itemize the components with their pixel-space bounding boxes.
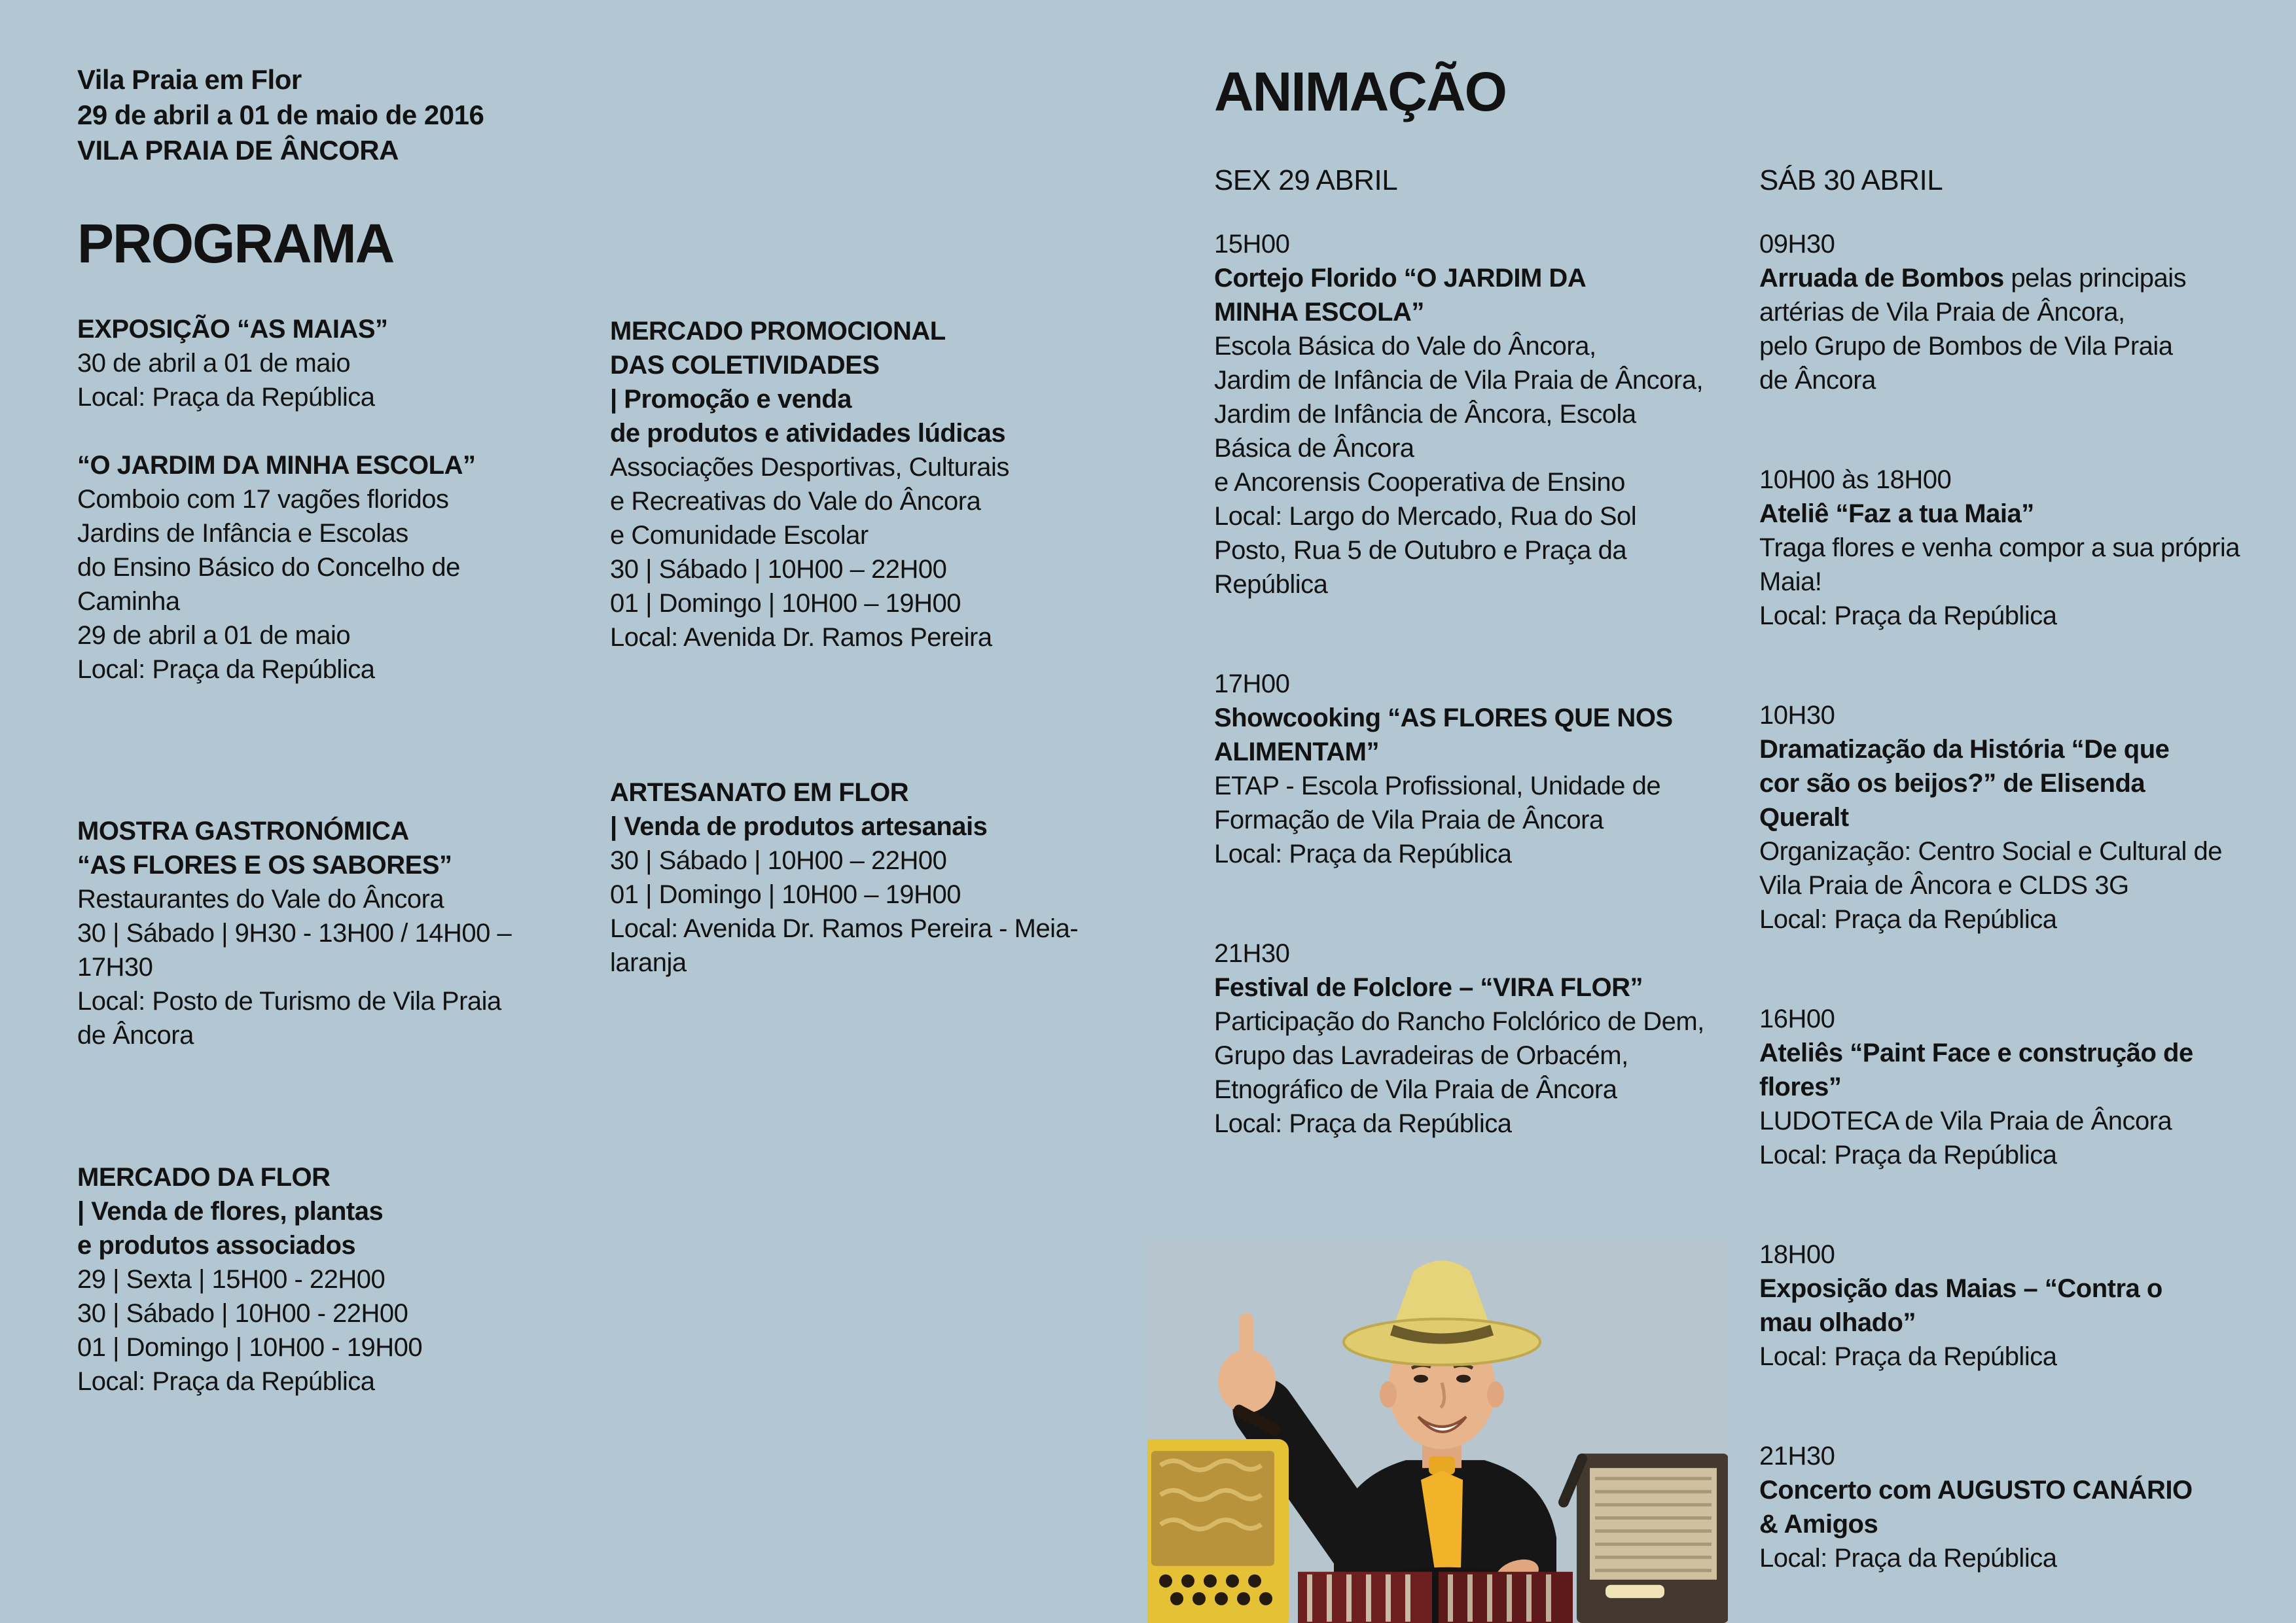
text-line: Grupo das Lavradeiras de Orbacém, xyxy=(1214,1041,1628,1070)
bold-text-line: Arruada de Bombos pelas principais xyxy=(1759,264,2187,293)
event xyxy=(1759,1238,2283,1374)
text-line: Local: Praça da República xyxy=(1759,1544,2057,1573)
bold-text-line: Exposição das Maias – “Contra o xyxy=(1759,1274,2162,1303)
event-time: 18H00 xyxy=(1759,1240,1835,1269)
bold-text-line: “AS FLORES E OS SABORES” xyxy=(77,851,452,880)
bold-text-line: mau olhado” xyxy=(1759,1308,1916,1337)
programa-title: PROGRAMA xyxy=(77,213,394,274)
right-eye xyxy=(1456,1375,1471,1383)
program-section xyxy=(77,448,588,687)
event-time: 15H00 xyxy=(1214,230,1290,259)
text-line: 30 | Sábado | 10H00 – 22H00 xyxy=(610,846,947,875)
event-time: 16H00 xyxy=(1759,1005,1835,1033)
text-line: e Recreativas do Vale do Âncora xyxy=(610,487,981,516)
event xyxy=(1759,227,2283,397)
text-line: Local: Avenida Dr. Ramos Pereira xyxy=(610,623,992,652)
event xyxy=(1759,698,2283,936)
bold-text-line: | Venda de flores, plantas xyxy=(77,1197,384,1226)
text-line: Local: Praça da República xyxy=(1214,1109,1512,1138)
bold-text-line: de produtos e atividades lúdicas xyxy=(610,419,1006,448)
text-line: Jardins de Infância e Escolas xyxy=(77,519,408,548)
day-header-sex-29-abril: SEX 29 ABRIL xyxy=(1214,164,1398,196)
bold-text-line: ARTESANATO EM FLOR xyxy=(610,778,909,807)
text-line: 30 | Sábado | 10H00 – 22H00 xyxy=(610,555,947,584)
accordion-left xyxy=(1147,1439,1289,1623)
text-line: LUDOTECA de Vila Praia de Âncora xyxy=(1759,1107,2172,1135)
text-line: Local: Praça da República xyxy=(77,383,375,412)
text-line: ETAP - Escola Profissional, Unidade de xyxy=(1214,772,1661,800)
text-line: Local: Praça da República xyxy=(1214,840,1512,868)
photo-illustration xyxy=(1147,1242,1728,1623)
program-section xyxy=(77,1160,588,1399)
bold-text-line: cor são os beijos?” de Elisenda xyxy=(1759,769,2145,798)
text-line: Local: Praça da República xyxy=(1759,1141,2057,1169)
event-time: 17H00 xyxy=(1214,669,1290,698)
text-line: artérias de Vila Praia de Âncora, xyxy=(1759,298,2125,327)
bold-text-line: ALIMENTAM” xyxy=(1214,738,1379,766)
bold-text-line: Cortejo Florido “O JARDIM DA xyxy=(1214,264,1587,293)
day-header-sab-30-abril: SÁB 30 ABRIL xyxy=(1759,164,1943,196)
bold-text-line: EXPOSIÇÃO “AS MAIAS” xyxy=(77,315,388,344)
text-line: 30 | Sábado | 10H00 - 22H00 xyxy=(77,1299,408,1328)
text-line: 29 | Sexta | 15H00 - 22H00 xyxy=(77,1265,386,1294)
event-time: 09H30 xyxy=(1759,230,1835,259)
text-line: Restaurantes do Vale do Âncora xyxy=(77,885,444,914)
text-line: Comboio com 17 vagões floridos xyxy=(77,485,449,514)
text-line: Local: Praça da República xyxy=(1759,905,2057,934)
program-section xyxy=(610,314,1121,654)
text-line: Local: Avenida Dr. Ramos Pereira - Meia- xyxy=(610,914,1079,943)
text-line: pelo Grupo de Bombos de Vila Praia xyxy=(1759,332,2173,361)
text-line: Jardim de Infância de Âncora, Escola xyxy=(1214,400,1636,429)
text-line: de Âncora xyxy=(77,1021,194,1050)
bold-text-line: Ateliês “Paint Face e construção de xyxy=(1759,1039,2193,1067)
text-line: Organização: Centro Social e Cultural de xyxy=(1759,837,2223,866)
event-time: 10H30 xyxy=(1759,701,1835,730)
animacao-events-sex xyxy=(1214,227,1744,1141)
bold-text-line: MERCADO DA FLOR xyxy=(77,1163,331,1192)
text-line: laranja xyxy=(610,948,687,977)
bold-text-line: MOSTRA GASTRONÓMICA xyxy=(77,817,409,846)
text-line: 29 de abril a 01 de maio xyxy=(77,621,351,650)
text-line: do Ensino Básico do Concelho de xyxy=(77,553,460,582)
text-line: Etnográfico de Vila Praia de Âncora xyxy=(1214,1075,1617,1104)
event-time: 21H30 xyxy=(1759,1442,1835,1471)
program-section xyxy=(77,814,588,1052)
text-line: Participação do Rancho Folclórico de Dem, xyxy=(1214,1007,1704,1036)
bold-text-line: DAS COLETIVIDADES xyxy=(610,351,880,380)
text-line: 01 | Domingo | 10H00 – 19H00 xyxy=(610,589,961,618)
bold-text-line: Festival de Folclore – “VIRA FLOR” xyxy=(1214,973,1643,1002)
event-town-line: VILA PRAIA DE ÂNCORA xyxy=(77,135,399,166)
text-line: Maia! xyxy=(1759,567,1822,596)
bold-text-line: e produtos associados xyxy=(77,1231,356,1260)
event xyxy=(1214,936,1744,1141)
animacao-title: ANIMAÇÃO xyxy=(1214,61,1506,122)
bold-text-line: & Amigos xyxy=(1759,1510,1878,1539)
event xyxy=(1759,1002,2283,1172)
text-line: Local: Praça da República xyxy=(77,1367,375,1396)
radio-right xyxy=(1564,1454,1728,1623)
text-line: Caminha xyxy=(77,587,180,616)
event xyxy=(1759,463,2283,633)
bold-text-line: | Venda de produtos artesanais xyxy=(610,812,988,841)
text-line: de Âncora xyxy=(1759,366,1876,395)
programa-column-1 xyxy=(77,62,588,1399)
animacao-column-sex xyxy=(1214,62,1744,1141)
bold-text-line: Ateliê “Faz a tua Maia” xyxy=(1759,499,2034,528)
bold-text-line: Queralt xyxy=(1759,803,1849,832)
text-line: 30 de abril a 01 de maio xyxy=(77,349,351,378)
programa-column-2 xyxy=(610,314,1121,980)
bold-text-line: MERCADO PROMOCIONAL xyxy=(610,317,946,346)
program-section xyxy=(77,312,588,414)
text-line: República xyxy=(1214,570,1328,599)
bold-text-line: flores” xyxy=(1759,1073,1842,1101)
programa-sections-col1 xyxy=(77,312,588,1399)
bold-text-line: Showcooking “AS FLORES QUE NOS xyxy=(1214,704,1673,732)
text-line: Jardim de Infância de Vila Praia de Âncora, xyxy=(1214,366,1704,395)
text-line: Escola Básica do Vale do Âncora, xyxy=(1214,332,1596,361)
left-eye xyxy=(1414,1375,1428,1383)
text-line: Formação de Vila Praia de Âncora xyxy=(1214,806,1604,834)
text-line: 01 | Domingo | 10H00 - 19H00 xyxy=(77,1333,423,1362)
program-section xyxy=(610,776,1121,980)
bold-text-line: MINHA ESCOLA” xyxy=(1214,298,1424,327)
text-line: e Comunidade Escolar xyxy=(610,521,869,550)
event xyxy=(1214,227,1744,601)
text-line: 30 | Sábado | 9H30 - 13H00 / 14H00 – xyxy=(77,919,512,948)
event xyxy=(1214,667,1744,871)
animacao-events-sab xyxy=(1759,227,2283,1575)
text-line: Básica de Âncora xyxy=(1214,434,1414,463)
text-line: Local: Largo do Mercado, Rua do Sol xyxy=(1214,502,1637,531)
event-name-line: Vila Praia em Flor xyxy=(77,64,302,95)
bold-text-line: Concerto com AUGUSTO CANÁRIO xyxy=(1759,1476,2193,1505)
text-line: Local: Praça da República xyxy=(1759,601,2057,630)
text-line: Posto, Rua 5 de Outubro e Praça da xyxy=(1214,536,1627,565)
bold-text-line: Dramatização da História “De que xyxy=(1759,735,2170,764)
text-line: Local: Praça da República xyxy=(1759,1342,2057,1371)
bold-text-line: “O JARDIM DA MINHA ESCOLA” xyxy=(77,451,476,480)
photo-augusto-canario xyxy=(1147,1242,1728,1623)
event-dates-line: 29 de abril a 01 de maio de 2016 xyxy=(77,99,484,130)
text-line: Local: Praça da República xyxy=(77,655,375,684)
text-line: Local: Posto de Turismo de Vila Praia xyxy=(77,987,501,1016)
text-line: 01 | Domingo | 10H00 – 19H00 xyxy=(610,880,961,909)
event xyxy=(1759,1439,2283,1575)
text-line: 17H30 xyxy=(77,953,153,982)
text-line: Associações Desportivas, Culturais xyxy=(610,453,1009,482)
thumb xyxy=(1239,1313,1253,1365)
event-time: 21H30 xyxy=(1214,939,1290,968)
text-line: Vila Praia de Âncora e CLDS 3G xyxy=(1759,871,2129,900)
event-time: 10H00 às 18H00 xyxy=(1759,465,1952,494)
text-line: e Ancorensis Cooperativa de Ensino xyxy=(1214,468,1625,497)
bold-text-line: | Promoção e venda xyxy=(610,385,852,414)
animacao-column-sab xyxy=(1759,164,2283,1575)
text-line: Traga flores e venha compor a sua própria xyxy=(1759,533,2240,562)
programa-sections-col2 xyxy=(610,314,1121,980)
